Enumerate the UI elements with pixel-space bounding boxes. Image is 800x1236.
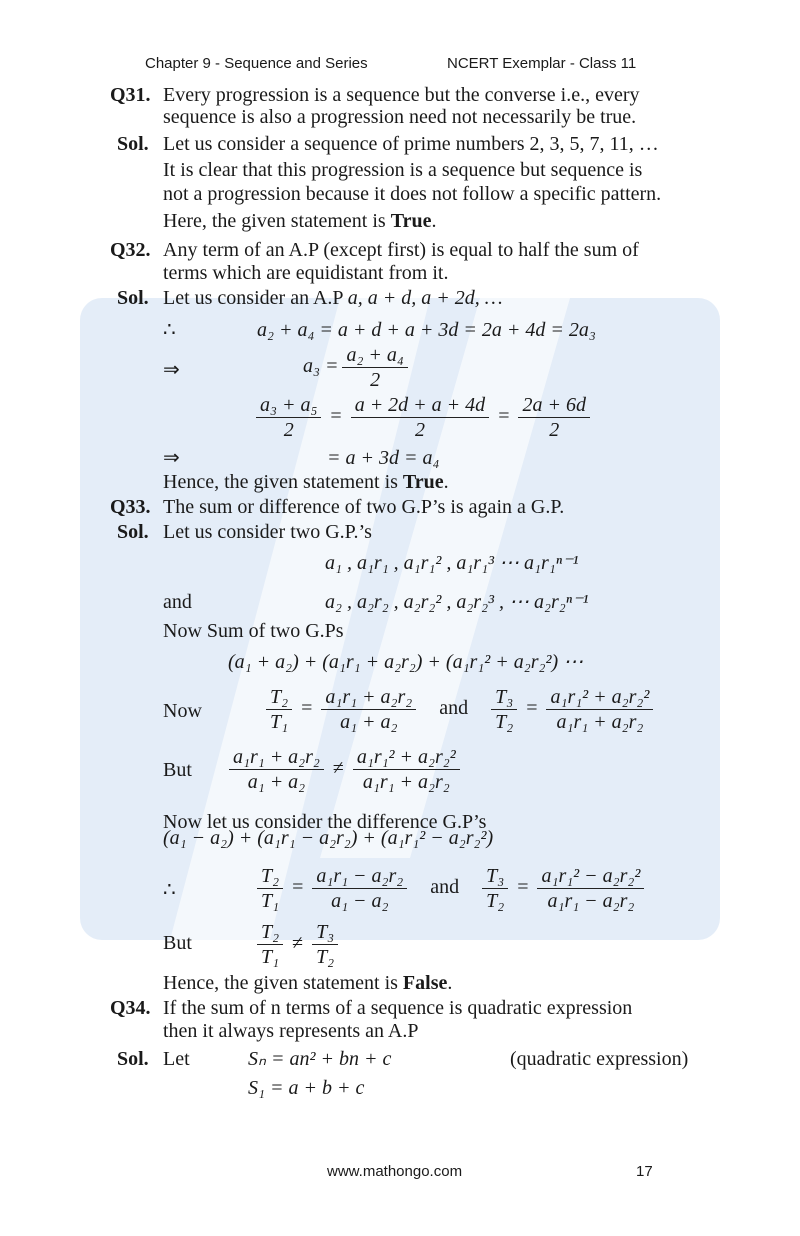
gp-sequence-2: a₂ , a₂r₂ , a₂r₂² , a₂r₂³ , ⋯ a₂r₂ⁿ⁻¹ (325, 591, 589, 613)
sol-text: not a progression because it does not follow a specific pattern. (163, 183, 662, 205)
equation (303, 343, 412, 392)
denominator: T₁ (270, 711, 289, 733)
math: a₃ = (303, 355, 339, 378)
equals: = (498, 405, 510, 428)
page-number: 17 (636, 1163, 653, 1180)
gp-sequence-1: a₁ , a₁r₁ , a₁r₁² , a₁r₁³ ⋯ a₁r₁ⁿ⁻¹ (325, 552, 579, 574)
footer-url[interactable]: www.mathongo.com (327, 1163, 463, 1180)
q33-label: Q33. (110, 496, 151, 518)
q31-label: Q31. (110, 84, 151, 106)
math: a, a + d, a + 2d, … (347, 287, 503, 309)
denominator: T₁ (261, 946, 280, 968)
sol-text: Let us consider a sequence of prime numbers 2, 3, 5, 7, 11, … (163, 133, 659, 155)
not-equal: ≠ (292, 932, 304, 955)
conclusion-text: Hence, the given statement is (163, 471, 403, 493)
numerator: T₃ (482, 864, 508, 889)
q34-label: Q34. (110, 997, 151, 1019)
fraction (491, 685, 517, 734)
numerator: T₃ (312, 920, 338, 945)
equation: = a + 3d = a₄ (327, 447, 440, 469)
ratio-equation (253, 864, 648, 913)
sol-label: Sol. (117, 287, 149, 309)
numerator: T₂ (266, 685, 292, 710)
q32-label: Q32. (110, 239, 151, 261)
sum-expression: (a₁ + a₂) + (a₁r₁ + a₂r₂) + (a₁r₁² + a₂r₂²) ⋯ (228, 651, 584, 673)
fraction (257, 920, 283, 969)
fraction (266, 685, 292, 734)
denominator: 2 (414, 419, 425, 441)
but-text: But (163, 932, 192, 954)
sol-label: Sol. (117, 1048, 149, 1070)
sum-title: Now Sum of two G.Ps (163, 620, 344, 642)
difference-title: Now let us consider the difference G.P’s (163, 811, 487, 833)
equation: Sₙ = an² + bn + c (248, 1048, 392, 1070)
period: . (431, 210, 437, 232)
difference-expression: (a₁ − a₂) + (a₁r₁ − a₂r₂) + (a₁r₁² − a₂r₂²) (163, 827, 494, 849)
ratio-equation (262, 685, 657, 734)
conclusion (163, 470, 449, 494)
numerator: 2a + 6d (518, 393, 590, 418)
therefore-symbol: ∴ (163, 879, 176, 901)
fraction (546, 685, 653, 734)
denominator: a₁r₁ + a₂r₂ (362, 771, 450, 793)
sol-label: Sol. (117, 133, 149, 155)
q31-text: sequence is also a progression need not necessarily be true. (163, 106, 637, 128)
fraction (229, 745, 324, 794)
numerator: a₁r₁ + a₂r₂ (321, 685, 416, 710)
note-text: (quadratic expression) (510, 1048, 689, 1070)
but-text: But (163, 759, 192, 781)
denominator: 2 (283, 419, 294, 441)
conclusion-text: Hence, the given statement is (163, 972, 403, 994)
denominator: a₁ + a₂ (247, 771, 306, 793)
fraction (342, 343, 407, 392)
denominator: a₁r₁ − a₂r₂ (547, 890, 635, 912)
header-book: NCERT Exemplar - Class 11 (447, 55, 637, 72)
fraction (353, 745, 460, 794)
and-text: and (430, 876, 460, 899)
denominator: 2 (549, 419, 560, 441)
answer: False (402, 972, 448, 994)
denominator: T₂ (316, 946, 335, 968)
equals: = (292, 876, 304, 899)
numerator: a₁r₁ − a₂r₂ (312, 864, 407, 889)
inequality (253, 920, 342, 969)
numerator: T₂ (257, 920, 283, 945)
q32-text: terms which are equidistant from it. (163, 262, 449, 284)
period: . (447, 972, 453, 994)
equals: = (330, 405, 342, 428)
denominator: a₁ − a₂ (331, 890, 389, 912)
q34-text: If the sum of n terms of a sequence is quadratic expression (163, 997, 633, 1019)
equation (252, 393, 594, 442)
fraction (537, 864, 644, 913)
not-equal: ≠ (332, 757, 344, 780)
denominator: T₂ (495, 711, 514, 733)
equals: = (301, 697, 313, 720)
q32-text: Any term of an A.P (except first) is equal to half the sum of (163, 239, 639, 261)
equation: S₁ = a + b + c (248, 1077, 365, 1099)
denominator: 2 (370, 369, 381, 391)
conclusion (163, 971, 452, 995)
numerator: a₃ + a₅ (256, 393, 321, 418)
let-text: Let (163, 1048, 190, 1070)
header-chapter: Chapter 9 - Sequence and Series (145, 55, 368, 72)
fraction (482, 864, 508, 913)
numerator: a + 2d + a + 4d (351, 393, 490, 418)
numerator: T₃ (491, 685, 517, 710)
answer: True (390, 210, 432, 232)
fraction (312, 920, 338, 969)
fraction (312, 864, 407, 913)
q34-text: then it always represents an A.P (163, 1020, 419, 1042)
sol-text: It is clear that this progression is a sequence but sequence is (163, 159, 643, 181)
numerator: a₂ + a₄ (342, 343, 407, 368)
sol-text: Let us consider two G.P.’s (163, 521, 372, 543)
denominator: a₁ + a₂ (340, 711, 398, 733)
denominator: T₂ (486, 890, 505, 912)
conclusion-text: Here, the given statement is (163, 210, 391, 232)
conclusion (163, 209, 436, 233)
numerator: a₁r₁² − a₂r₂² (537, 864, 644, 889)
denominator: T₁ (261, 890, 280, 912)
answer: True (402, 471, 444, 493)
equation: a₂ + a₄ = a + d + a + 3d = 2a + 4d = 2a₃ (257, 319, 596, 341)
equals: = (526, 697, 538, 720)
therefore-symbol: ∴ (163, 319, 176, 341)
fraction (256, 393, 321, 442)
period: . (443, 471, 449, 493)
numerator: a₁r₁² + a₂r₂² (546, 685, 653, 710)
equals: = (517, 876, 529, 899)
now-text: Now (163, 700, 202, 722)
fraction (518, 393, 590, 442)
fraction (321, 685, 416, 734)
numerator: a₁r₁ + a₂r₂ (229, 745, 324, 770)
sol-text (163, 286, 503, 310)
and-text: and (163, 591, 192, 613)
numerator: a₁r₁² + a₂r₂² (353, 745, 460, 770)
inequality (225, 745, 464, 794)
denominator: a₁r₁ + a₂r₂ (556, 711, 644, 733)
q31-text: Every progression is a sequence but the converse i.e., every (163, 84, 640, 106)
numerator: T₂ (257, 864, 283, 889)
fraction (351, 393, 490, 442)
fraction (257, 864, 283, 913)
q33-text: The sum or difference of two G.P’s is again a G.P. (163, 496, 565, 518)
sol-label: Sol. (117, 521, 149, 543)
and-text: and (439, 697, 469, 720)
sol-text-part: Let us consider an A.P (163, 287, 348, 309)
implies-symbol: ⇒ (163, 359, 180, 381)
implies-symbol: ⇒ (163, 447, 180, 469)
